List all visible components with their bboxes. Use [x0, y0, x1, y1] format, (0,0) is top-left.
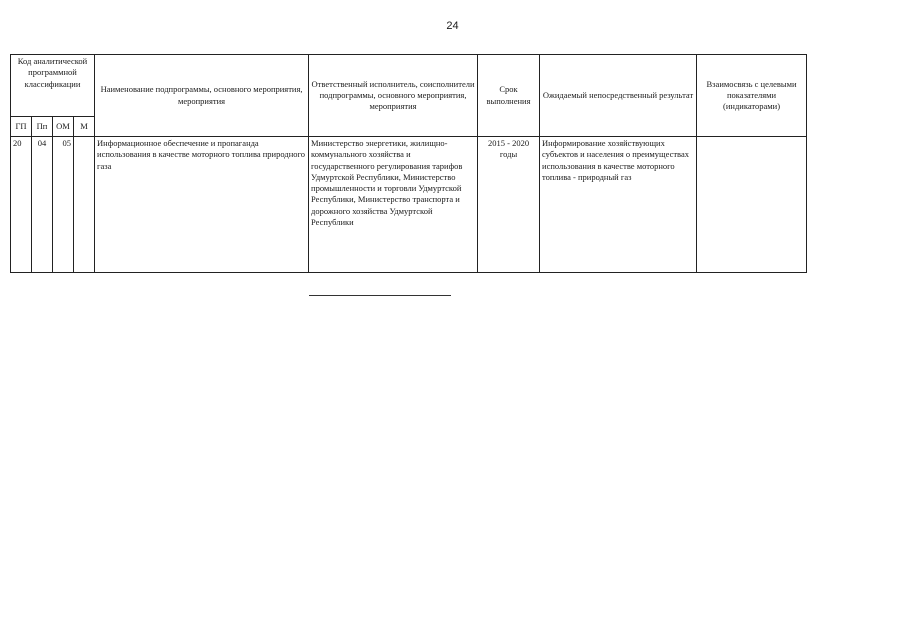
header-executor: Ответственный исполнитель, соисполнители подпрограммы, основного мероприятия, мероприятия — [309, 55, 478, 137]
header-om: ОМ — [53, 117, 74, 137]
header-term: Срок выполнения — [478, 55, 540, 137]
table-row — [11, 137, 807, 273]
cell-indicators — [697, 137, 807, 273]
footnote-separator-line — [309, 295, 451, 296]
header-indicators: Взаимосвязь с целевыми показателями (индикаторами) — [697, 55, 807, 137]
header-expected-result: Ожидаемый непосредственный результат — [540, 55, 697, 137]
cell-term: 2015 - 2020 годы — [478, 137, 540, 273]
table-header-row — [11, 55, 807, 117]
page-number: 24 — [446, 20, 459, 32]
header-activity-name: Наименование подпрограммы, основного мероприятия, мероприятия — [95, 55, 309, 137]
cell-m — [74, 137, 95, 273]
header-m: М — [74, 117, 95, 137]
cell-expected-result: Информирование хозяйствующих субъектов и населения о преимуществах использования в качестве моторного топлива - природный газ — [540, 137, 697, 273]
header-classification-code: Код аналитической программной классификации — [11, 55, 95, 117]
cell-gp: 20 — [11, 137, 32, 273]
header-gp: ГП — [11, 117, 32, 137]
cell-om: 05 — [53, 137, 74, 273]
cell-activity-name: Информационное обеспечение и пропаганда использования в качестве моторного топлива природного газа — [95, 137, 309, 273]
header-pp: Пп — [32, 117, 53, 137]
cell-pp: 04 — [32, 137, 53, 273]
activities-table — [10, 54, 807, 273]
cell-executor: Министерство энергетики, жилищно-коммунального хозяйства и государственного регулирования тарифов Удмуртской Республики, Министерство промышленности и торговли Удмуртской Республики, Министерство транспорта и дорожного хозяйства Удмуртской Республики — [309, 137, 478, 273]
